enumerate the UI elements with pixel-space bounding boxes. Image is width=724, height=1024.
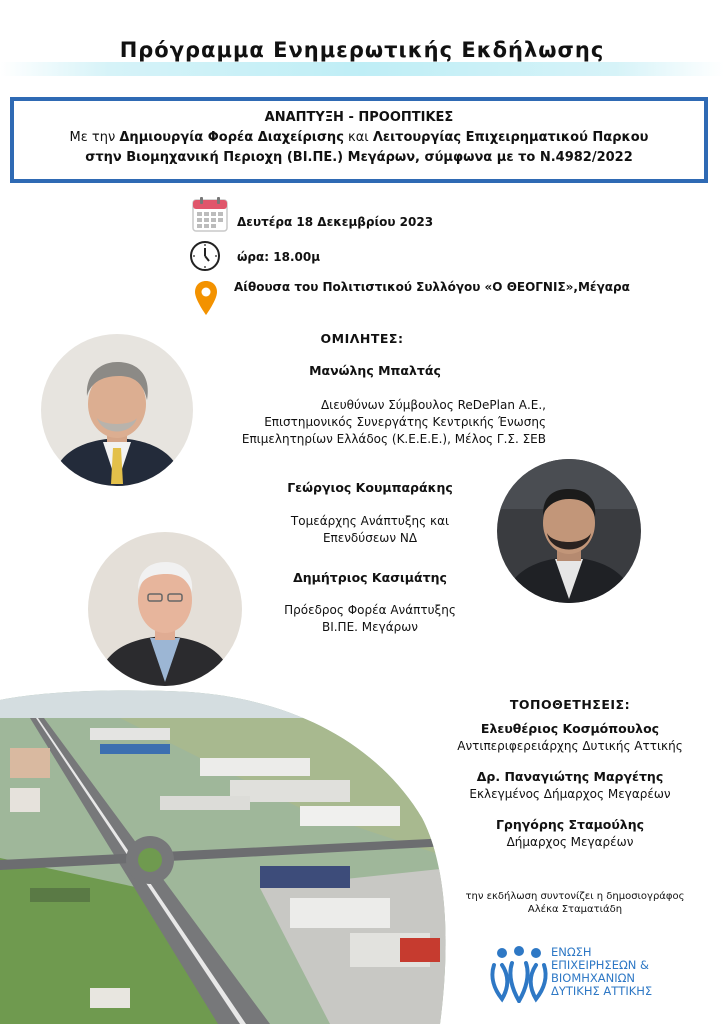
topic-heading: ΑΝΑΠΤΥΞΗ - ΠΡΟΟΠΤΙΚΕΣ <box>264 110 454 125</box>
topic-emphasis-2: Λειτουργίας Επιχειρηματικού Παρκου <box>372 130 649 145</box>
speaker-3-role-line: Πρόεδρος Φορέα Ανάπτυξης <box>284 603 456 617</box>
position-2-name: Δρ. Παναγιώτης Μαργέτης <box>476 769 664 784</box>
event-time: ώρα: 18.00μ <box>237 250 321 264</box>
topic-line-3: στην Βιομηχανική Περιοχη (ΒΙ.ΠΕ.) Μεγάρων, σύμφωνα με το Ν.4982/2022 <box>85 150 633 165</box>
speaker-1-photo <box>41 334 193 486</box>
topic-text: Με την <box>69 130 120 145</box>
location-pin-icon <box>194 280 218 316</box>
page-title: Πρόγραμμα Ενημερωτικής Εκδήλωσης <box>119 38 605 62</box>
positions-heading: ΤΟΠΟΘΕΤΗΣΕΙΣ: <box>509 697 631 712</box>
position-2-role: Εκλεγμένος Δήμαρχος Μεγαρέων <box>469 787 671 801</box>
logo-line: ΕΝΩΣΗ <box>551 945 592 959</box>
speaker-3-name: Δημήτριος Κασιμάτης <box>293 570 447 585</box>
topic-box <box>10 97 708 183</box>
speaker-2-name: Γεώργιος Κουμπαράκης <box>287 480 453 495</box>
speaker-3-role-line: ΒΙ.ΠΕ. Μεγάρων <box>321 620 419 634</box>
position-3-role: Δήμαρχος Μεγαρέων <box>506 835 634 849</box>
coordinator-line: την εκδήλωση συντονίζει η δημοσιογράφος <box>465 891 685 902</box>
speaker-3-photo <box>88 532 242 686</box>
coordinator-name: Αλέκα Σταματιάδη <box>527 904 623 915</box>
speakers-heading: ΟΜΙΛΗΤΕΣ: <box>320 331 404 346</box>
event-date: Δευτέρα 18 Δεκεμβρίου 2023 <box>237 215 434 229</box>
speaker-1-role-line: Επιστημονικός Συνεργάτης Κεντρικής Ένωσης <box>264 415 546 429</box>
speaker-1-role <box>216 397 546 448</box>
clock-icon <box>189 240 221 272</box>
speaker-1-role-line: Επιμελητηρίων Ελλάδος (Κ.Ε.Ε.Ε.), Μέλος Γ.Σ. ΣΕΒ <box>241 432 546 446</box>
logo-line: ΕΠΙΧΕΙΡΗΣΕΩΝ & <box>551 958 649 972</box>
event-location: Αίθουσα του Πολιτιστικού Συλλόγου «Ο ΘΕΟΓΝΙΣ»,Μέγαρα <box>234 280 630 294</box>
union-logo-icon <box>488 945 550 1003</box>
speaker-2-role-line: Επενδύσεων ΝΔ <box>322 531 418 545</box>
topic-line-2 <box>14 128 704 148</box>
logo-line: ΔΥΤΙΚΗΣ ΑΤΤΙΚΗΣ <box>551 984 653 998</box>
union-logo-text <box>551 946 652 998</box>
title-underline-bar <box>0 62 724 76</box>
position-3-name: Γρηγόρης Σταμούλης <box>495 817 645 832</box>
coordinator-note <box>430 890 720 916</box>
position-1-role: Αντιπεριφερειάρχης Δυτικής Αττικής <box>457 739 683 753</box>
speaker-1-name: Μανώλης Μπαλτάς <box>309 363 441 378</box>
speaker-3-role <box>250 602 490 636</box>
speaker-1-role-line: Διευθύνων Σύμβουλος ReDePlan Α.Ε., <box>320 398 546 412</box>
topic-text: και <box>343 130 373 145</box>
speaker-2-role <box>250 513 490 547</box>
speaker-2-role-line: Τομεάρχης Ανάπτυξης και <box>290 514 450 528</box>
topic-emphasis-1: Δημιουργία Φορέα Διαχείρισης <box>119 130 344 145</box>
logo-line: ΒΙΟΜΗΧΑΝΙΩΝ <box>551 971 636 985</box>
calendar-icon <box>192 196 228 232</box>
industrial-park-aerial-image <box>0 688 450 1024</box>
speaker-2-photo <box>497 459 641 603</box>
position-1-name: Ελευθέριος Κοσμόπουλος <box>480 721 660 736</box>
